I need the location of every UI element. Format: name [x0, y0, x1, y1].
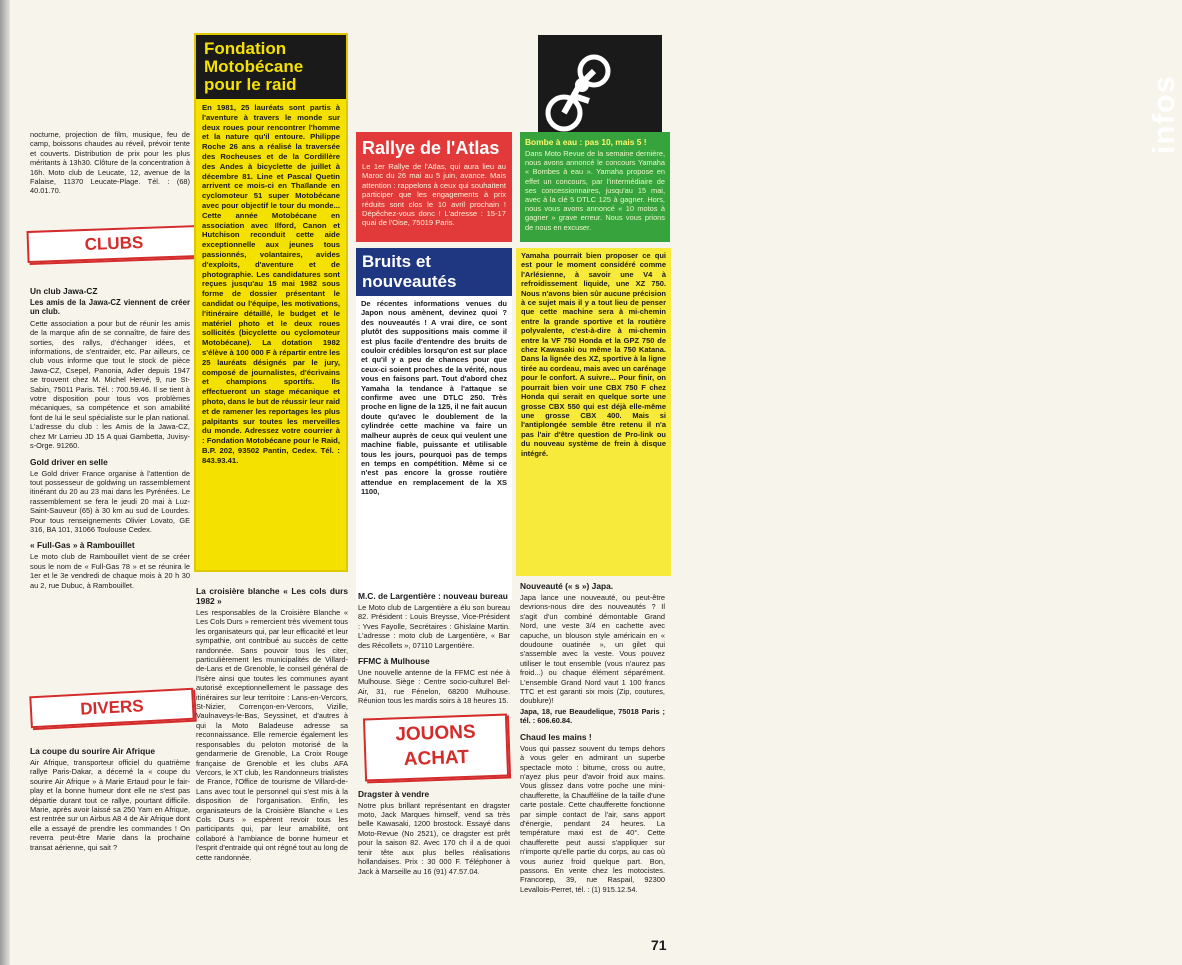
ffmc-title: FFMC à Mulhouse	[358, 656, 430, 667]
divers-section	[30, 740, 190, 940]
dragster-title: Dragster à vendre	[358, 788, 430, 799]
gold-text: Le Gold driver France organise à l'attention de tout possesseur de goldwing un rassemblement itinérant du 20 au 23 mai dans les Pyrénées. Le rassemblement se fera le jeudi 20 mai à Luz-Saint-Sauveur (65) à 30 km au sud de Lourdes. Pour tous renseignements Olivier Lovato, GE 316, BA 101, 31066 Toulouse Cedex.	[30, 468, 190, 534]
infos-label: infos	[1146, 75, 1181, 155]
japa-title: Nouveauté (« s ») Japa.	[520, 581, 614, 591]
page-fold-shadow	[0, 0, 10, 965]
bombe-text: Dans Moto Revue de la semaine dernière, nous avons annoncé le concours Yamaha « Bombes à eau ». Yamaha propose en effet un concours, par l'intermédiaire de ses concessionnaires, jusqu'au 15 mai, avec à la clé 5 DTLC 125 à gagner. Hors, nous vous avons annoncé « 10 motos à gagner » grave erreur. Nous vous prions de nous en excuser.	[525, 149, 665, 232]
croisiere-text: Les responsables de la Croisière Blanche « Les Cols Durs » remercient très vivement tous les organisateurs qui, par leur efficacité et leur sympathie, ont contribué au succès de cette randonnée. Sans pouvoir tous les citer, particulièrement les municipalités de Villard-de-Lans et de Grenoble, le conseil général de l'Isère ainsi que toutes les communes ayant autorisé exceptionnellement le passage des itinéraires sur leur territoire : Lans-en-Vercors, St-Nizier, Corrençon-en-Vercors, Vizille, Vaulnaveys-le-Bas, Seyssinet, et d'autres à qui la Moto Baladeuse adresse sa reconnaissance. Elle remercie également les responsables du peloton motorisé de la gendarmerie de Grenoble, La Croix Rouge française de Grenoble et les clubs AFA Vercors, le XT club, les Randonneurs trialistes de France, l'Office de tourisme de Villard-de-Lans avec tout le personnel qui s'est mis à la disposition de l'organisation. Enfin, les organisateurs de la Croisière Blanche « Les Cols Durs » espèrent revoir tous les participants qui, par leur amabilité, ont collaboré à l'ambiance de bonne humeur et l'esprit d'entraide qui ont régné tout au long de cette randonnée.	[196, 608, 348, 862]
col4-bottom	[520, 575, 665, 933]
jawa-subtitle: Les amis de la Jawa-CZ viennent de créer un club.	[30, 298, 190, 317]
jawa-title: Un club Jawa-CZ	[30, 286, 98, 296]
fondation-text: En 1981, 25 lauréats sont partis à l'aventure à travers le monde sur deux roues pour rencontrer l'homme et la nature qu'il entoure. Philippe Roche 26 ans a réalisé la traversée des Rocheuses et de la Cordillère des Andes à bicyclette de juillet à décembre 81. Line et Pascal Quetin arrivent ce mois-ci en Thaïlande en cyclomoteur 51 super Motobécane avec pour objectif le tour du monde... Cette année Motobécane en association avec Ilford, Canon et Hutchison reconduit cette aide exceptionnelle aux jeunes tous passionnés, volantaires, avides d'exploits, d'aventure et de photographie. Les candidatures sont reçues jusqu'au 15 mai 1982 sous forme de dossier présentant le candidat ou l'équipe, les motivations, l'itinéraire détaillé, le budget et le matériel photo et le deux roues sollicités (bicyclette ou cyclomoteur Motobécane). La dotation 1982 s'élève à 100 000 F à répartir entre les 25 lauréats désignés par le jury, composé de journalistes, d'écrivains et champions sportifs. Ils effectueront un stage mécanique et photo, dans le but de réussir leur raid et de ramener les reportages les plus palpitants sur toutes les merveilles du monde. Adressez votre courrier à : Fondation Motobécane pour le Raid, B.P. 202, 93502 Pantin, Cedex. Tél. : 843.93.41.	[202, 103, 340, 465]
divers-stamp: DIVERS	[29, 688, 194, 729]
gold-title: Gold driver en selle	[30, 456, 108, 467]
ffmc-text: Une nouvelle antenne de la FFMC est née à Mulhouse. Siège : Centre socio-culturel Bel-Air, 31, rue Fénelon, 68200 Mulhouse. Réunion tous les mardis soirs à 18 heures 15.	[358, 668, 510, 706]
atlas-box	[356, 132, 512, 242]
japa-text: Japa lance une nouveauté, ou peut-être devrions-nous dire des nouveautés ? Il s'agit d'un combiné démontable Grand Nord, une veste 3/4 en cachette avec capuche, un blouson style américain en « doudoune ouatinée », un gilet qui s'assemble avec la veste. Vous pouvez utiliser le tout ensemble (vous n'aurez pas froid...) ou chaque élément séparément. L'ensemble Grand Nord vaut 1 100 francs TTC et est garanti six mois (Zip, coutures, doublure)!	[520, 593, 665, 706]
clubs-stamp: CLUBS	[26, 225, 201, 263]
infos-logo	[538, 35, 1181, 155]
col1-top-text	[30, 130, 190, 195]
japa-address: Japa, 18, rue Beaudelique, 75018 Paris ; tél. : 606.60.84.	[520, 706, 665, 726]
jouons-label: JOUONS	[395, 721, 476, 746]
largentiere-title: M.C. de Largentière : nouveau bureau	[358, 591, 508, 601]
jouons-achat-stamp	[363, 713, 509, 781]
atlas-title: Rallye de l'Atlas	[362, 138, 500, 158]
achat-label: ACHAT	[403, 746, 470, 770]
air-afrique-text: Air Afrique, transporteur officiel du quatrième rallye Paris-Dakar, a décerné la « coupe du sourire Air Afrique » à Marie Ertaud pour le fair-play et la bonne humeur dont elle ne s'est pas départie durant tout ce rallye, pourtant difficile. Marie, après avoir laissé sa 250 Yam en Afrique, est rentrée sur un Airbus A8 4 de Air Afrique dont elle a essayé de prendre les commandes ! On reverra peut-être Marie dans la prochaine transat aérienne, qui sait ?	[30, 758, 190, 852]
col3-bottom	[358, 585, 510, 940]
bruits-continued: Yamaha pourrait bien proposer ce qui est pour le moment considéré comme l'Arlésienne, à savoir une V4 à refroidissement liquide, une XZ 750. Nous n'avons bien sûr aucune précision à ce sujet mais il y a tout lieu de penser que cette machine sera à mi-chemin entre la grande sportive et la routière polyvalente, c'est-à-dire à mi-chemin entre la VF 750 Honda et la GPZ 750 de chez Kawasaki ou même la 750 Katana. Dans la lignée des XZ, sportive à la ligne tirée au cordeau, mais avec un carénage pour le confort. A suivre... Pour finir, on pourrait bien voir une CBX 750 F chez Honda qui serait en quelque sorte une grosse CBX 550 qui est déjà elle-même une grosse CBX 400. Mais si l'antiplongée semble être retenu il n'a pas l'air d'être question de Pro-link ou du nouveau système de frein à disque intégré.	[516, 248, 671, 576]
croisiere-section	[196, 580, 348, 940]
fullgas-text: Le moto club de Rambouillet vient de se créer sous le nom de « Full-Gas 78 » et se réunira le 1er et le 3e vendredi de chaque mois à 20 h 30 au 2, rue Dubuc, à Rambouillet.	[30, 552, 190, 590]
chaud-title: Chaud les mains !	[520, 731, 592, 742]
fondation-box	[194, 33, 348, 572]
fullgas-title: « Full-Gas » à Rambouillet	[30, 540, 135, 551]
largentiere-text: Le Moto club de Largentière a élu son bureau 82. Président : Louis Breysse, Vice-Président : Yves Fayolle, Secrétaires : Ghislaine Martin. L'adresse : moto club de Largentière, « Bar des Récollets », 07110 Largentière.	[358, 603, 510, 650]
jawa-text: Cette association a pour but de réunir les amis de la marque afin de se connaître, de faire des sorties, des rallys, d'échanger idées, et informations, de s'entraider, etc. Par ailleurs, ce club vous informe que tout le stock de pièce Jawa-CZ, Csepel, Panonia, Adler depuis 1947 se trouvent chez M. Michel Hervé, 9, rue St-Sabin, 75011 Paris. Tél. : 700.59.46. Il se tient à votre disposition pour tous vos problèmes mécaniques, sa compétence et son amabilité font de lui le seul spécialiste sur le plan national. L'adresse du club : les Amis de la Jawa-CZ, chez Mr Larrieu JD 15 A quai Gambetta, Juvisy-s-Orge. 91260.	[30, 318, 190, 451]
atlas-text: Le 1er Rallye de l'Atlas, qui aura lieu au Maroc du 26 mai au 5 juin, avance. Mais attention : rappelons à ceux qui souhaitent participer que les engagements à prix réduits sont clos le 10 avril prochain ! Dépêchez-vous donc ! L'adresse : 15-17 quai de l'Oise, 75019 Paris.	[362, 162, 506, 228]
chaud-text: Vous qui passez souvent du temps dehors à vous geler en admirant un superbe spectacle moto : bitume, cross ou autre, n'ayez plus peur d'avoir froid aux mains. Vous glissez dans votre poche une mini-chaufferette, la Chaufféline de la taille d'une carte postale. Cette chaufferette fonctionne par simple contact de l'air, sans apport d'énergie, pendant 24 heures. La température maxi est de 40°. Cette chaufferette peut aussi s'appliquer sur n'importe qu'elle partie du corps, au cas où vous auriez froid quelque part. Bon, passons. En vente chez les motocistes. Francorep, 39, rue Raspail, 92300 Levallois-Perret, tél. : (1) 915.12.54.	[520, 743, 665, 894]
dragster-text: Notre plus brillant représentant en dragster moto, Jack Marques himself, vend sa très belle Kawasaki, 1200 brostock. Essayé dans Moto-Revue (No 2521), ce dragster est prêt pour la saison 82. Avec 170 ch il a de quoi tenir tête aux plus belles réalisations hollandaises. Prix : 30 000 F. Téléphoner à Jack à Marseille au 16 (91) 47.57.04.	[358, 800, 510, 876]
bruits-title: Bruits et nouveautés	[356, 248, 512, 296]
bombe-title: Bombe à eau : pas 10, mais 5 !	[525, 137, 647, 147]
body-text: nocturne, projection de film, musique, feu de camp, boissons chaudes au réveil, prévoir tente et couverts. Distribution de prix pour les plus méritants à 13h30. Clôture de la concentration à 16h. Moto club de Leucate, 12, avenue de la Falaise, 11370 Leucate-Plage. Tél. : (68) 40.01.70.	[30, 130, 190, 196]
motorcycle-icon	[544, 41, 614, 141]
bombe-box	[520, 132, 670, 242]
page-number: 71	[651, 937, 667, 953]
clubs-section	[30, 280, 190, 625]
croisiere-title: La croisière blanche « Les cols durs 1982 »	[196, 586, 348, 606]
bruits-text: De récentes informations venues du Japon nous amènent, devinez quoi ? des nouveautés ! A vrai dire, ce sont plutôt des suppositions mais comme il est plus facile d'entendre des bruits de couloir crédibles lorsqu'on est sur place et qu'il y a peu de chances pour que ceux-ci soient proches de la vérité, nous vous en faisons part. Tout d'abord chez Yamaha la tendance à l'attaque se confirme avec une DTLC 250. Très proche en ligne de la 125, il ne fait aucun doute qu'avec le doublement de la cylindrée cette machine va faire un malheur auprès de ceux qui veulent une machine fiable, puissante et utilisable tous les jours, pourquoi pas de temps en temps en compétition. Même si ce n'est pas encore la grosse routière attendue en remplacement de la XS 1100,	[356, 296, 512, 600]
air-afrique-title: La coupe du sourire Air Afrique	[30, 746, 156, 756]
fondation-title: Fondation Motobécane pour le raid	[196, 35, 346, 99]
bruits-box	[356, 248, 512, 580]
